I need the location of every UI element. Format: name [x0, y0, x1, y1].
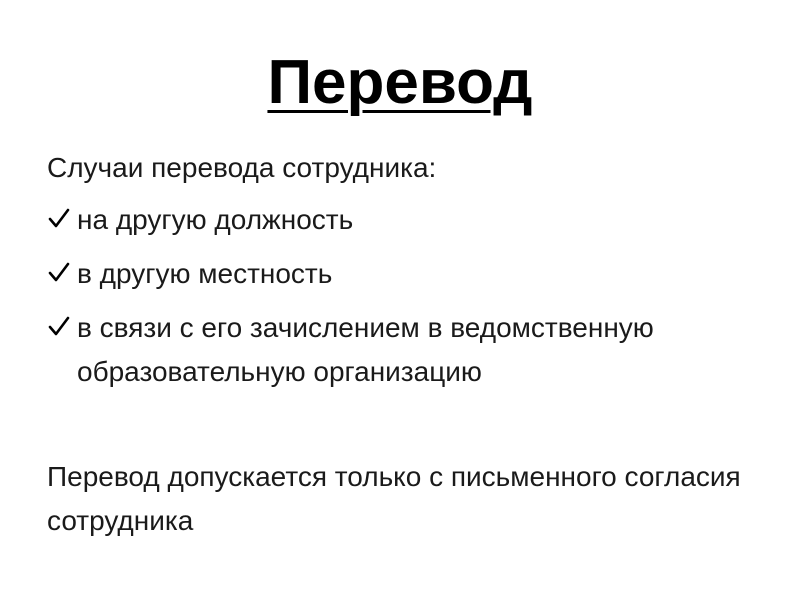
note-text: Перевод допускается только с письменного согласия сотрудника [47, 461, 741, 536]
check-list [47, 198, 767, 394]
check-icon [47, 206, 71, 230]
list-item [47, 198, 767, 242]
slide-content [47, 146, 767, 543]
list-item-text: на другую должность [77, 204, 354, 235]
list-item-text: в связи с его зачислением в ведомственную образовательную организацию [77, 312, 654, 387]
list-item-text: в другую местность [77, 258, 333, 289]
list-item [47, 252, 767, 296]
check-icon [47, 260, 71, 284]
list-item [47, 306, 767, 394]
intro-text: Случаи перевода сотрудника: [47, 152, 437, 183]
check-icon [47, 314, 71, 338]
slide-title: Перевод [267, 48, 533, 117]
